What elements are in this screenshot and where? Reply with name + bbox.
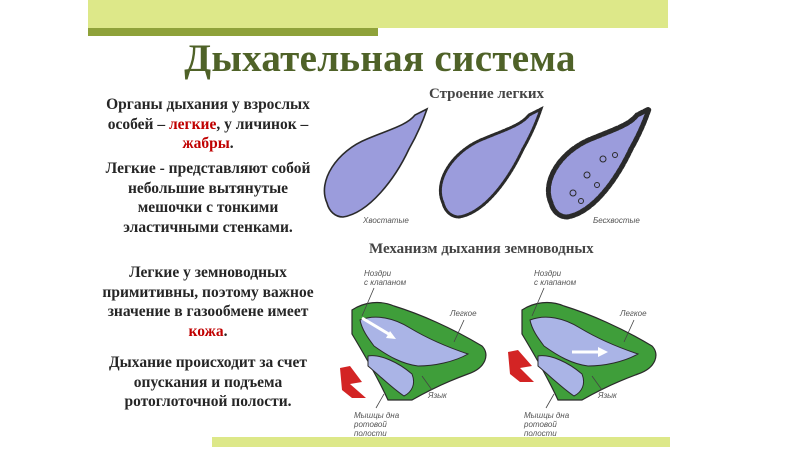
primitive-text-1: Легкие у земноводных примитивны, поэтому важное значение в газообмене имеет [102, 264, 314, 320]
muscles-label-1: Мышцы дна [354, 411, 400, 420]
primitive-text-2: . [223, 322, 228, 340]
lung-diagrams [315, 105, 655, 235]
lung-label-2: Легкое [620, 309, 647, 318]
muscles-label-2c: полости [524, 429, 557, 438]
lung-structure-heading: Строение легких [429, 86, 545, 102]
muscles-label-1c: полости [354, 429, 387, 438]
intro-paragraph [98, 95, 318, 154]
nostrils-label-2: Ноздри [534, 269, 562, 278]
exhale-head-diagram [508, 288, 656, 408]
mechanism-heading: Механизм дыхания земноводных [369, 241, 594, 257]
lung-label-1: Легкое [450, 309, 477, 318]
inhale-head-diagram [340, 288, 486, 408]
top-decor-accent-bar [88, 28, 378, 36]
muscles-label-2b: ротовой [524, 420, 557, 429]
caudata-label: Хвостатые [363, 216, 409, 225]
alveolar-lung-illustration [548, 109, 649, 217]
intro-text-1: Органы дыхания у взрослых особей – [106, 96, 310, 133]
nostrils-label-1: Ноздри [364, 269, 392, 278]
muscles-label-1b: ротовой [354, 420, 387, 429]
gills-term: жабры [182, 135, 230, 152]
slide-title: Дыхательная система [184, 37, 576, 80]
nostrils-label-2b: с клапаном [534, 278, 577, 287]
breathing-paragraph: Дыхание происходит за счет опускания и подъема ротоглоточной полости. [109, 354, 307, 410]
primitive-paragraph [98, 263, 318, 341]
tongue-label-2: Язык [598, 391, 617, 400]
anura-label: Бесхвостые [593, 216, 640, 225]
nostrils-label-1b: с клапаном [364, 278, 407, 287]
lungs-description: Легкие - представляют собой небольшие вытянутые мешочки с тонкими эластичными стенками. [105, 160, 311, 236]
skin-term: кожа [188, 322, 224, 340]
muscles-label-2: Мышцы дна [524, 411, 570, 420]
smooth-lung-illustration [324, 109, 427, 217]
top-decor-bar [88, 0, 668, 28]
breathing-mechanism-diagrams [322, 258, 692, 443]
intro-text-3: . [229, 135, 234, 152]
tongue-label-1: Язык [428, 391, 447, 400]
bumpy-lung-illustration [440, 109, 541, 217]
lungs-term: легкие [168, 115, 217, 133]
intro-text-2: , у личинок – [216, 115, 309, 133]
